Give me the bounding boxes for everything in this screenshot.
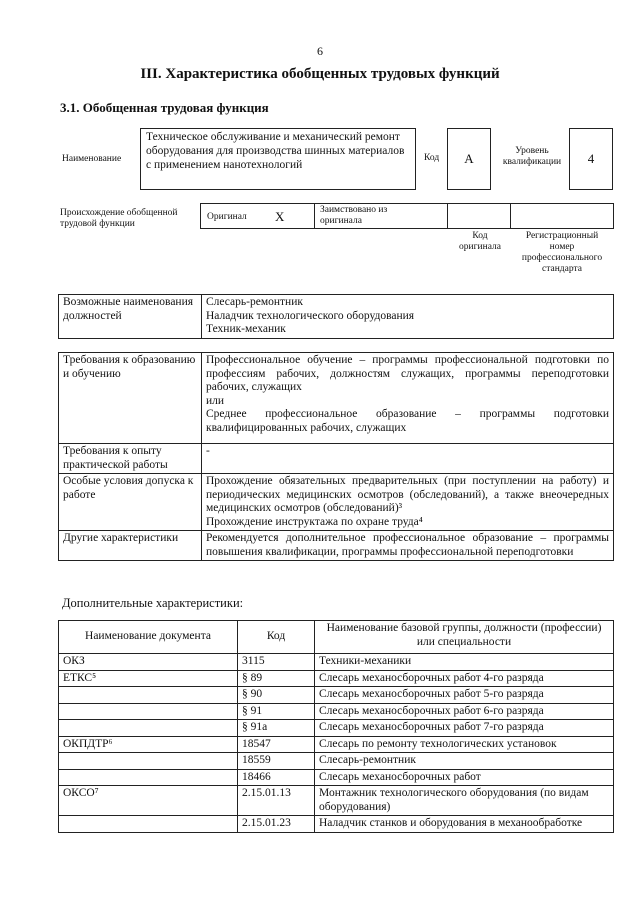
origin-divider [447, 203, 448, 229]
document-cell [59, 816, 238, 833]
code-cell: 18547 [238, 736, 315, 753]
group-name-cell: Слесарь механосборочных работ 5-го разряда [315, 687, 614, 704]
level-label: Уровень квалификации [502, 146, 562, 167]
additional-table [58, 620, 614, 833]
table-row [59, 720, 614, 737]
origin-label: Происхождение обобщенной трудовой функции [60, 208, 178, 229]
req-line: Профессиональное обучение – программы профессиональной подготовки по профессиям рабочих, должностям служащих, программы переподготовки рабочих, служащих [206, 354, 609, 393]
code-cell: 2.15.01.23 [238, 816, 315, 833]
column-header: Код [238, 621, 315, 654]
req-line: - [206, 445, 210, 457]
group-name-cell: Слесарь механосборочных работ 7-го разряда [315, 720, 614, 737]
position-item: Техник-механик [206, 323, 286, 335]
document-cell [59, 720, 238, 737]
table-row [59, 687, 614, 704]
code-cell: 18466 [238, 769, 315, 786]
code-cell: § 91а [238, 720, 315, 737]
table-row [59, 736, 614, 753]
code-cell: § 90 [238, 687, 315, 704]
req-label: Требования к образованию и обучению [59, 353, 202, 444]
original-mark: Х [275, 209, 285, 224]
function-name-value: Техническое обслуживание и механический ремонт оборудования для производства шинных материалов с применением нанотехнологий [146, 131, 405, 171]
document-cell [59, 687, 238, 704]
req-value [202, 353, 614, 444]
group-name-cell: Слесарь по ремонту технологических установок [315, 736, 614, 753]
level-value: 4 [587, 151, 595, 166]
req-line: Прохождение обязательных предварительных (при поступлении на работу) и периодических медицинских осмотров (обследований), а также внеочередных медицинских осмотров (обследований)³ [206, 475, 609, 514]
name-label: Наименование [62, 154, 122, 164]
column-header: Наименование базовой группы, должности (профессии) или специальности [315, 621, 614, 654]
positions-table [58, 294, 614, 339]
column-header: Наименование документа [59, 621, 238, 654]
req-label: Другие характеристики [59, 531, 202, 561]
position-item: Слесарь-ремонтник [206, 296, 303, 308]
group-name-cell: Слесарь механосборочных работ [315, 769, 614, 786]
group-name-cell: Слесарь механосборочных работ 4-го разряда [315, 670, 614, 687]
origin-divider [510, 203, 511, 229]
table-row [59, 786, 614, 816]
borrowed-label: Заимствовано из оригинала [320, 205, 388, 226]
document-cell [59, 703, 238, 720]
positions-label: Возможные наименования должностей [59, 295, 202, 339]
table-row [59, 670, 614, 687]
table-row [59, 753, 614, 770]
code-cell: 2.15.01.13 [238, 786, 315, 816]
table-row [59, 654, 614, 671]
group-name-cell: Монтажник технологического оборудования (по видам оборудования) [315, 786, 614, 816]
reg-number-label: Регистрационный номер профессионального стандарта [521, 231, 603, 274]
table-row [59, 816, 614, 833]
group-name-cell: Слесарь-ремонтник [315, 753, 614, 770]
position-item: Наладчик технологического оборудования [206, 309, 415, 322]
document-cell [59, 753, 238, 770]
additional-heading: Дополнительные характеристики: [62, 596, 244, 610]
level-value-box [569, 128, 613, 190]
code-original-label: Код оригинала [459, 231, 501, 252]
requirements-table [58, 352, 614, 561]
section-title: III. Характеристика обобщенных трудовых функций [140, 66, 500, 82]
group-name-cell: Техники-механики [315, 654, 614, 671]
document-cell: ОКПДТР⁶ [59, 736, 238, 753]
document-cell: ОКЗ [59, 654, 238, 671]
positions-values [202, 295, 614, 339]
code-value: А [464, 151, 474, 166]
req-value [202, 444, 614, 474]
req-label: Требования к опыту практической работы [59, 444, 202, 474]
code-cell: § 89 [238, 670, 315, 687]
original-label: Оригинал [207, 212, 247, 222]
req-line: Рекомендуется дополнительное профессиональное образование – программы повышения квалификации, программы профессиональной переподготовки [206, 532, 609, 558]
table-header-row [59, 621, 614, 654]
document-cell: ОКСО⁷ [59, 786, 238, 816]
page-number: 6 [317, 44, 323, 58]
req-label: Особые условия допуска к работе [59, 474, 202, 531]
code-cell: 18559 [238, 753, 315, 770]
group-name-cell: Наладчик станков и оборудования в механообработке [315, 816, 614, 833]
document-cell: ЕТКС⁵ [59, 670, 238, 687]
function-name-box [140, 128, 416, 190]
req-line: Прохождение инструктажа по охране труда⁴ [206, 515, 423, 528]
code-cell: 3115 [238, 654, 315, 671]
group-name-cell: Слесарь механосборочных работ 6-го разряда [315, 703, 614, 720]
table-row [59, 703, 614, 720]
req-value [202, 474, 614, 531]
code-label: Код [424, 153, 440, 163]
origin-divider [314, 203, 315, 229]
code-value-box [447, 128, 491, 190]
code-cell: § 91 [238, 703, 315, 720]
subsection-title: 3.1. Обобщенная трудовая функция [60, 100, 269, 115]
table-row [59, 769, 614, 786]
req-value [202, 531, 614, 561]
document-cell [59, 769, 238, 786]
req-line: Среднее профессиональное образование – программы подготовки квалифицированных рабочих, служащих [206, 408, 609, 434]
req-line: или [206, 394, 225, 407]
